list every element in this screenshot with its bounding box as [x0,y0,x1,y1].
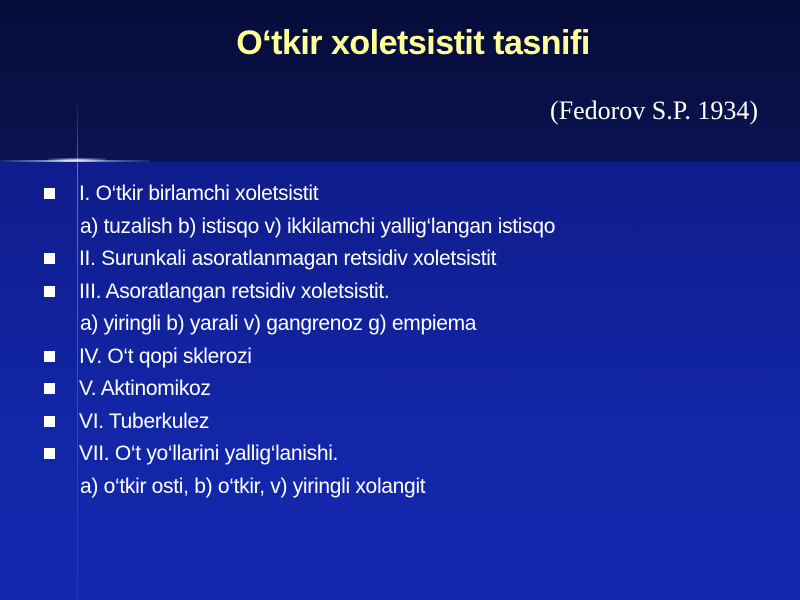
list-item [0,440,800,473]
list-item [0,180,800,213]
list-item-text: III. Asoratlangan retsidiv xoletsistit. [79,279,390,303]
list-item-text: IV. O‘t qopi sklerozi [79,344,252,368]
list-item-text: VI. Tuberkulez [79,409,210,433]
list-item [0,278,800,311]
list-subitem-text: a) tuzalish b) istisqo v) ikkilamchi yallig‘langan istisqo [80,214,556,238]
list-subitem-text: a) o‘tkir osti, b) o‘tkir, v) yiringli xolangit [80,474,426,498]
decorative-sparkle [48,158,106,162]
list-item-text: V. Aktinomikoz [79,377,211,400]
list-item [0,408,800,441]
list-item [0,245,800,278]
slide-source: (Fedorov S.P. 1934) [549,96,758,125]
square-bullet-icon [44,351,55,362]
square-bullet-icon [44,188,55,199]
list-item-text: I. O‘tkir birlamchi xoletsistit [79,182,319,205]
list-subitem [0,213,800,246]
square-bullet-icon [44,286,55,297]
list-subitem [0,473,800,506]
list-subitem-text: a) yiringli b) yarali v) gangrenoz g) empiema [80,312,477,335]
list-item-text: VII. O‘t yo‘llarini yallig‘lanishi. [79,442,339,465]
square-bullet-icon [44,383,55,394]
list-item [0,375,800,408]
list-item [0,343,800,376]
square-bullet-icon [44,253,55,264]
square-bullet-icon [44,448,55,459]
list-subitem [0,310,800,343]
square-bullet-icon [44,416,55,427]
list-item-text: II. Surunkali asoratlanmagan retsidiv xoletsistit [79,247,497,270]
classification-list [0,180,800,505]
slide-title: O‘tkir xoletsistit tasnifi [236,24,590,62]
